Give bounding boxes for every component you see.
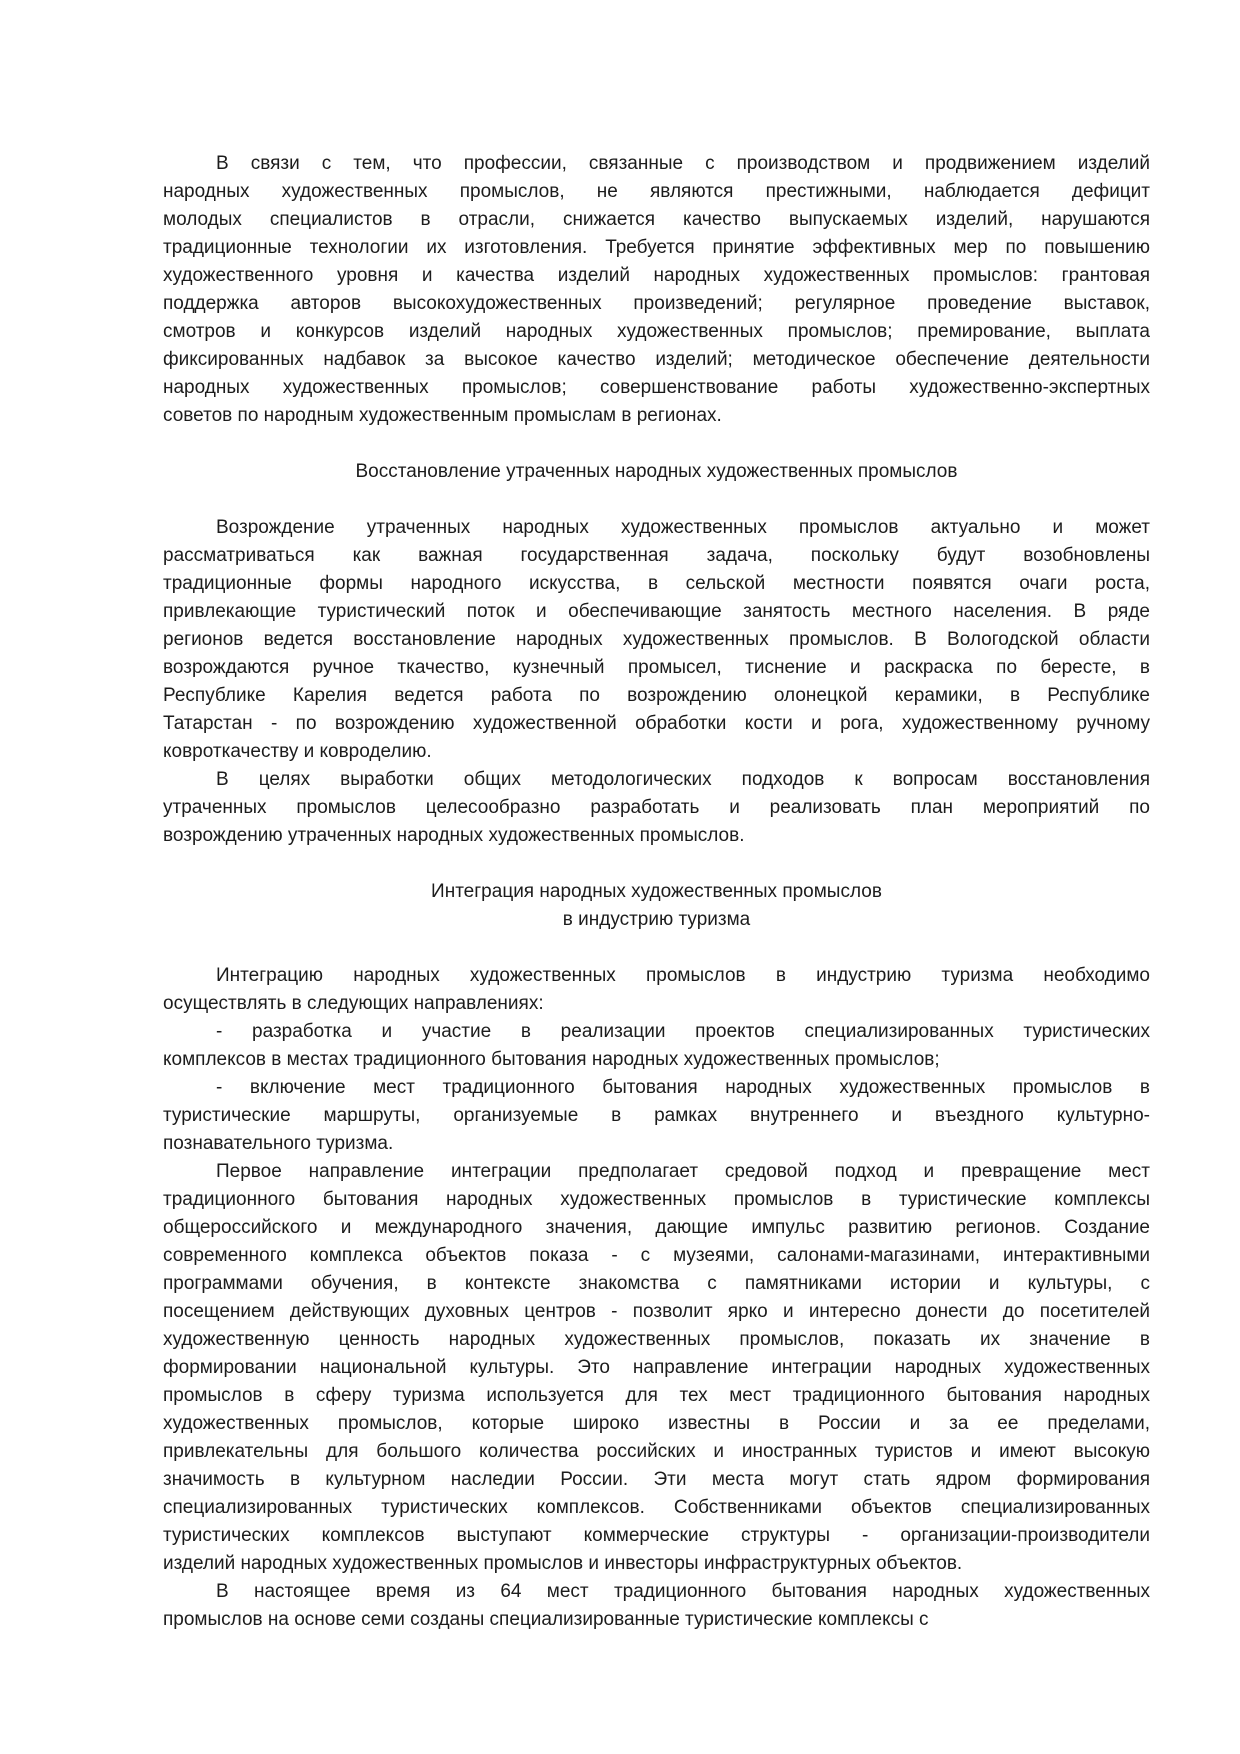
text-line: туристические маршруты, организуемые в рамках внутреннего и въездного культурно- [163, 1105, 1150, 1126]
text-line: советов по народным художественным промыслам в регионах. [163, 405, 722, 426]
paragraph [163, 1578, 1150, 1634]
text-line: значимость в культурном наследии России. Эти места могут стать ядром формирования [163, 1469, 1150, 1490]
text-line: общероссийского и международного значения, дающие импульс развитию регионов. Создание [163, 1217, 1150, 1238]
paragraph [163, 962, 1150, 1018]
text-line: - разработка и участие в реализации проектов специализированных туристических [216, 1021, 1150, 1042]
heading-line: Восстановление утраченных народных художественных промыслов [355, 461, 958, 482]
text-line: комплексов в местах традиционного бытования народных художественных промыслов; [163, 1049, 940, 1070]
text-line: художественного уровня и качества изделий народных художественных промыслов: грантовая [163, 265, 1150, 286]
text-line: фиксированных надбавок за высокое качество изделий; методическое обеспечение деятельности [163, 349, 1150, 370]
text-line: возрождаются ручное ткачество, кузнечный промысел, тиснение и раскраска по бересте, в [163, 657, 1150, 678]
text-line: привлекательны для большого количества российских и иностранных туристов и имеют высокую [163, 1441, 1150, 1462]
paragraph [163, 1158, 1150, 1578]
text-line: промыслов на основе семи созданы специализированные туристические комплексы с [163, 1609, 929, 1630]
paragraph [163, 514, 1150, 766]
text-line: промыслов в сферу туризма используется для тех мест традиционного бытования народных [163, 1385, 1150, 1406]
section-heading [163, 878, 1150, 934]
paragraph [163, 150, 1150, 430]
paragraph [163, 1018, 1150, 1074]
text-line: Возрождение утраченных народных художественных промыслов актуально и может [216, 517, 1150, 538]
text-line: утраченных промыслов целесообразно разработать и реализовать план мероприятий по [163, 797, 1150, 818]
text-line: художественных промыслов, которые широко известны в России и за ее пределами, [163, 1413, 1150, 1434]
text-line: формировании национальной культуры. Это направление интеграции народных художественных [163, 1357, 1150, 1378]
document-content [163, 150, 1150, 1634]
text-line: народных художественных промыслов; совершенствование работы художественно-экспертных [163, 377, 1150, 398]
text-line: возрождению утраченных народных художественных промыслов. [163, 825, 745, 846]
paragraph [163, 766, 1150, 850]
text-line: В настоящее время из 64 мест традиционного бытования народных художественных [216, 1581, 1150, 1602]
text-line: посещением действующих духовных центров - позволит ярко и интересно донести до посетителей [163, 1301, 1150, 1322]
text-line: Татарстан - по возрождению художественной обработки кости и рога, художественному ручному [163, 713, 1150, 734]
text-line: осуществлять в следующих направлениях: [163, 993, 544, 1014]
heading-line: Интеграция народных художественных промыслов [431, 881, 882, 902]
text-line: рассматриваться как важная государственная задача, поскольку будут возобновлены [163, 545, 1150, 566]
text-line: В целях выработки общих методологических подходов к вопросам восстановления [216, 769, 1150, 790]
text-line: привлекающие туристический поток и обеспечивающие занятость местного населения. В ряде [163, 601, 1150, 622]
text-line: художественную ценность народных художественных промыслов, показать их значение в [163, 1329, 1150, 1350]
heading-line: в индустрию туризма [562, 909, 751, 930]
text-line: современного комплекса объектов показа - с музеями, салонами-магазинами, интерактивными [163, 1245, 1150, 1266]
paragraph [163, 1074, 1150, 1158]
text-line: Первое направление интеграции предполагает средовой подход и превращение мест [216, 1161, 1150, 1182]
text-line: традиционного бытования народных художественных промыслов в туристические комплексы [163, 1189, 1150, 1210]
text-line: изделий народных художественных промыслов и инвесторы инфраструктурных объектов. [163, 1553, 963, 1574]
text-line: народных художественных промыслов, не являются престижными, наблюдается дефицит [163, 181, 1150, 202]
text-line: молодых специалистов в отрасли, снижается качество выпускаемых изделий, нарушаются [163, 209, 1150, 230]
text-line: Республике Карелия ведется работа по возрождению олонецкой керамики, в Республике [163, 685, 1150, 706]
text-line: традиционные формы народного искусства, в сельской местности появятся очаги роста, [163, 573, 1150, 594]
text-line: программами обучения, в контексте знакомства с памятниками истории и культуры, с [163, 1273, 1150, 1294]
text-line: - включение мест традиционного бытования народных художественных промыслов в [216, 1077, 1150, 1098]
text-line: смотров и конкурсов изделий народных художественных промыслов; премирование, выплата [163, 321, 1150, 342]
text-line: ковроткачеству и ковроделию. [163, 741, 432, 762]
section-heading [163, 458, 1150, 486]
text-line: туристических комплексов выступают коммерческие структуры - организации-производители [163, 1525, 1150, 1546]
text-line: Интеграцию народных художественных промыслов в индустрию туризма необходимо [216, 965, 1150, 986]
text-line: специализированных туристических комплексов. Собственниками объектов специализированных [163, 1497, 1150, 1518]
text-line: регионов ведется восстановление народных художественных промыслов. В Вологодской области [163, 629, 1150, 650]
text-line: В связи с тем, что профессии, связанные с производством и продвижением изделий [216, 153, 1150, 174]
text-line: традиционные технологии их изготовления. Требуется принятие эффективных мер по повышению [163, 237, 1150, 258]
text-line: поддержка авторов высокохудожественных произведений; регулярное проведение выставок, [163, 293, 1150, 314]
text-line: познавательного туризма. [163, 1133, 394, 1154]
